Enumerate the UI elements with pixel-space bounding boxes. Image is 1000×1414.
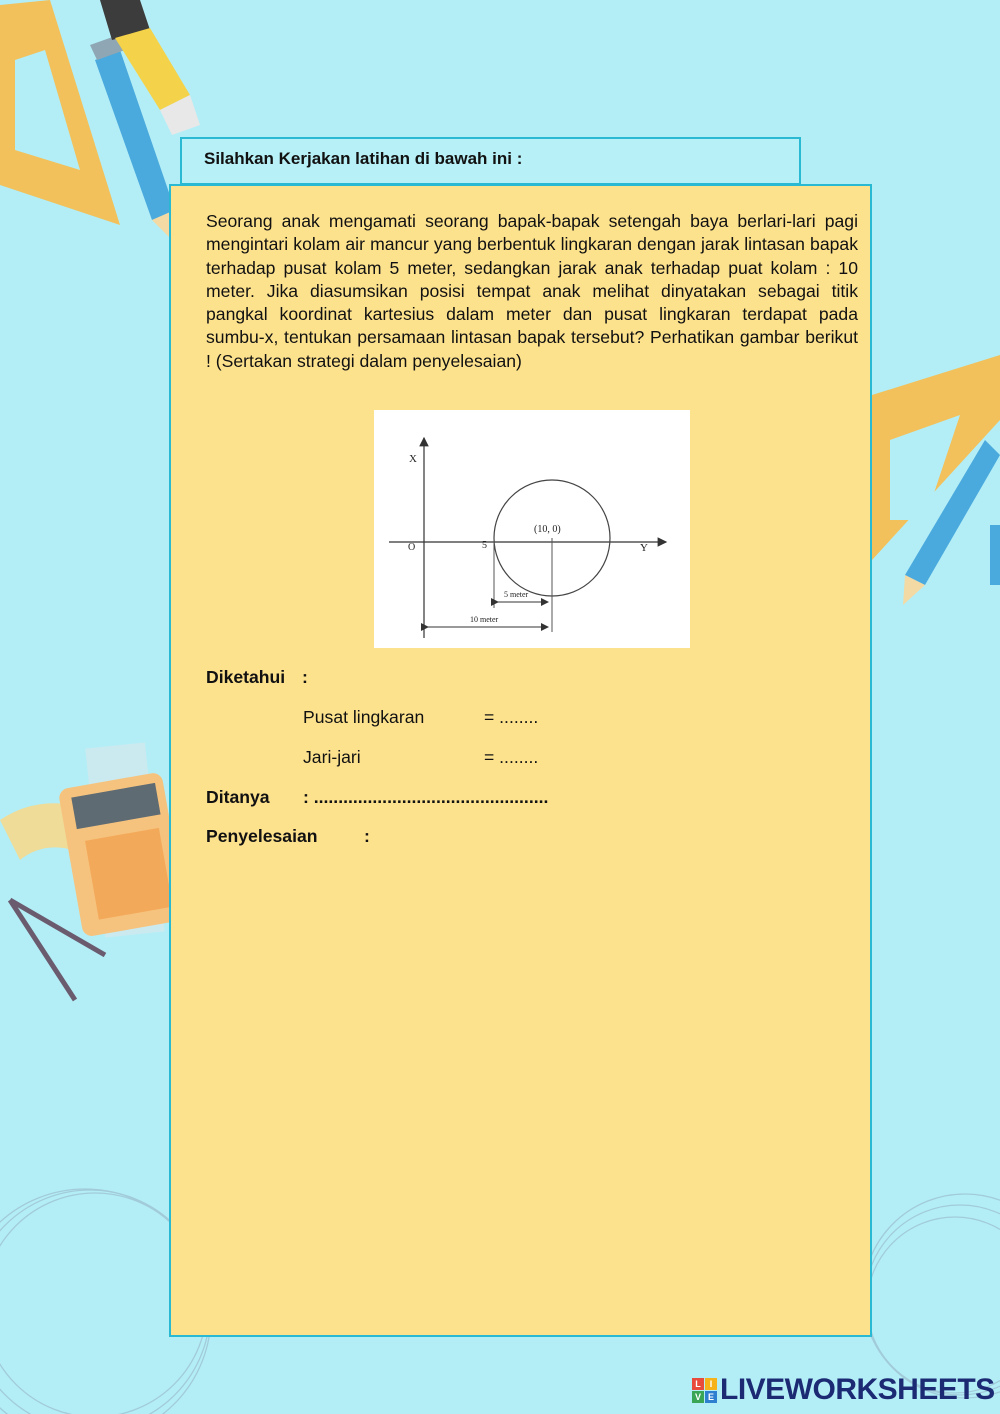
- distance-label: 10 meter: [470, 615, 499, 624]
- asked-field[interactable]: : ................................................: [303, 787, 549, 807]
- radius-label: 5 meter: [504, 590, 529, 599]
- asked-label: Ditanya: [206, 787, 270, 807]
- known-label: Diketahui: [206, 667, 286, 687]
- instruction-title: Silahkan Kerjakan latihan di bawah ini :: [204, 149, 523, 168]
- axis-x-label: X: [409, 453, 417, 465]
- logo-grid-icon: [692, 1378, 717, 1403]
- calculator-icon: [58, 772, 187, 938]
- pencil-icon: [990, 525, 1000, 585]
- set-square-icon: [0, 0, 120, 225]
- center-label: (10, 0): [534, 524, 561, 535]
- radius-field-value[interactable]: = ........: [484, 747, 539, 767]
- logo-text: LIVEWORKSHEETS: [720, 1373, 995, 1406]
- liveworksheets-logo: [692, 1373, 995, 1407]
- logo-letter: E: [705, 1391, 717, 1403]
- axis-y-label: Y: [640, 542, 648, 554]
- center-field-value[interactable]: = ........: [484, 707, 539, 727]
- instruction-header: [180, 137, 801, 185]
- origin-label: O: [408, 542, 416, 553]
- circle-diagram: [374, 410, 690, 648]
- known-colon: :: [302, 667, 308, 687]
- problem-statement: Seorang anak mengamati seorang bapak-bapak setengah baya berlari-lari pagi mengintari kolam air mancur yang berbentuk lingkaran dengan jarak lintasan bapak terhadap pusat kolam 5 meter, sedangkan jarak anak terhadap puat kolam : 10 meter. Jika diasumsikan posisi tempat anak melihat dinyatakan sebagai titik pangkal koordinat kartesius dalam meter dan pusat lingkaran terdapat pada sumbu-x, tentukan persamaan lintasan bapak tersebut? Perhatikan gambar berikut ! (Sertakan strategi dalam penyelesaian): [206, 211, 858, 371]
- tick-label-5: 5: [482, 540, 487, 551]
- logo-letter: I: [705, 1378, 717, 1390]
- logo-letter: L: [692, 1378, 704, 1390]
- center-field-label: Pusat lingkaran: [303, 707, 425, 727]
- logo-letter: V: [692, 1391, 704, 1403]
- radius-field-label: Jari-jari: [303, 747, 361, 767]
- solution-colon: :: [364, 826, 370, 846]
- solution-label: Penyelesaian: [206, 826, 318, 846]
